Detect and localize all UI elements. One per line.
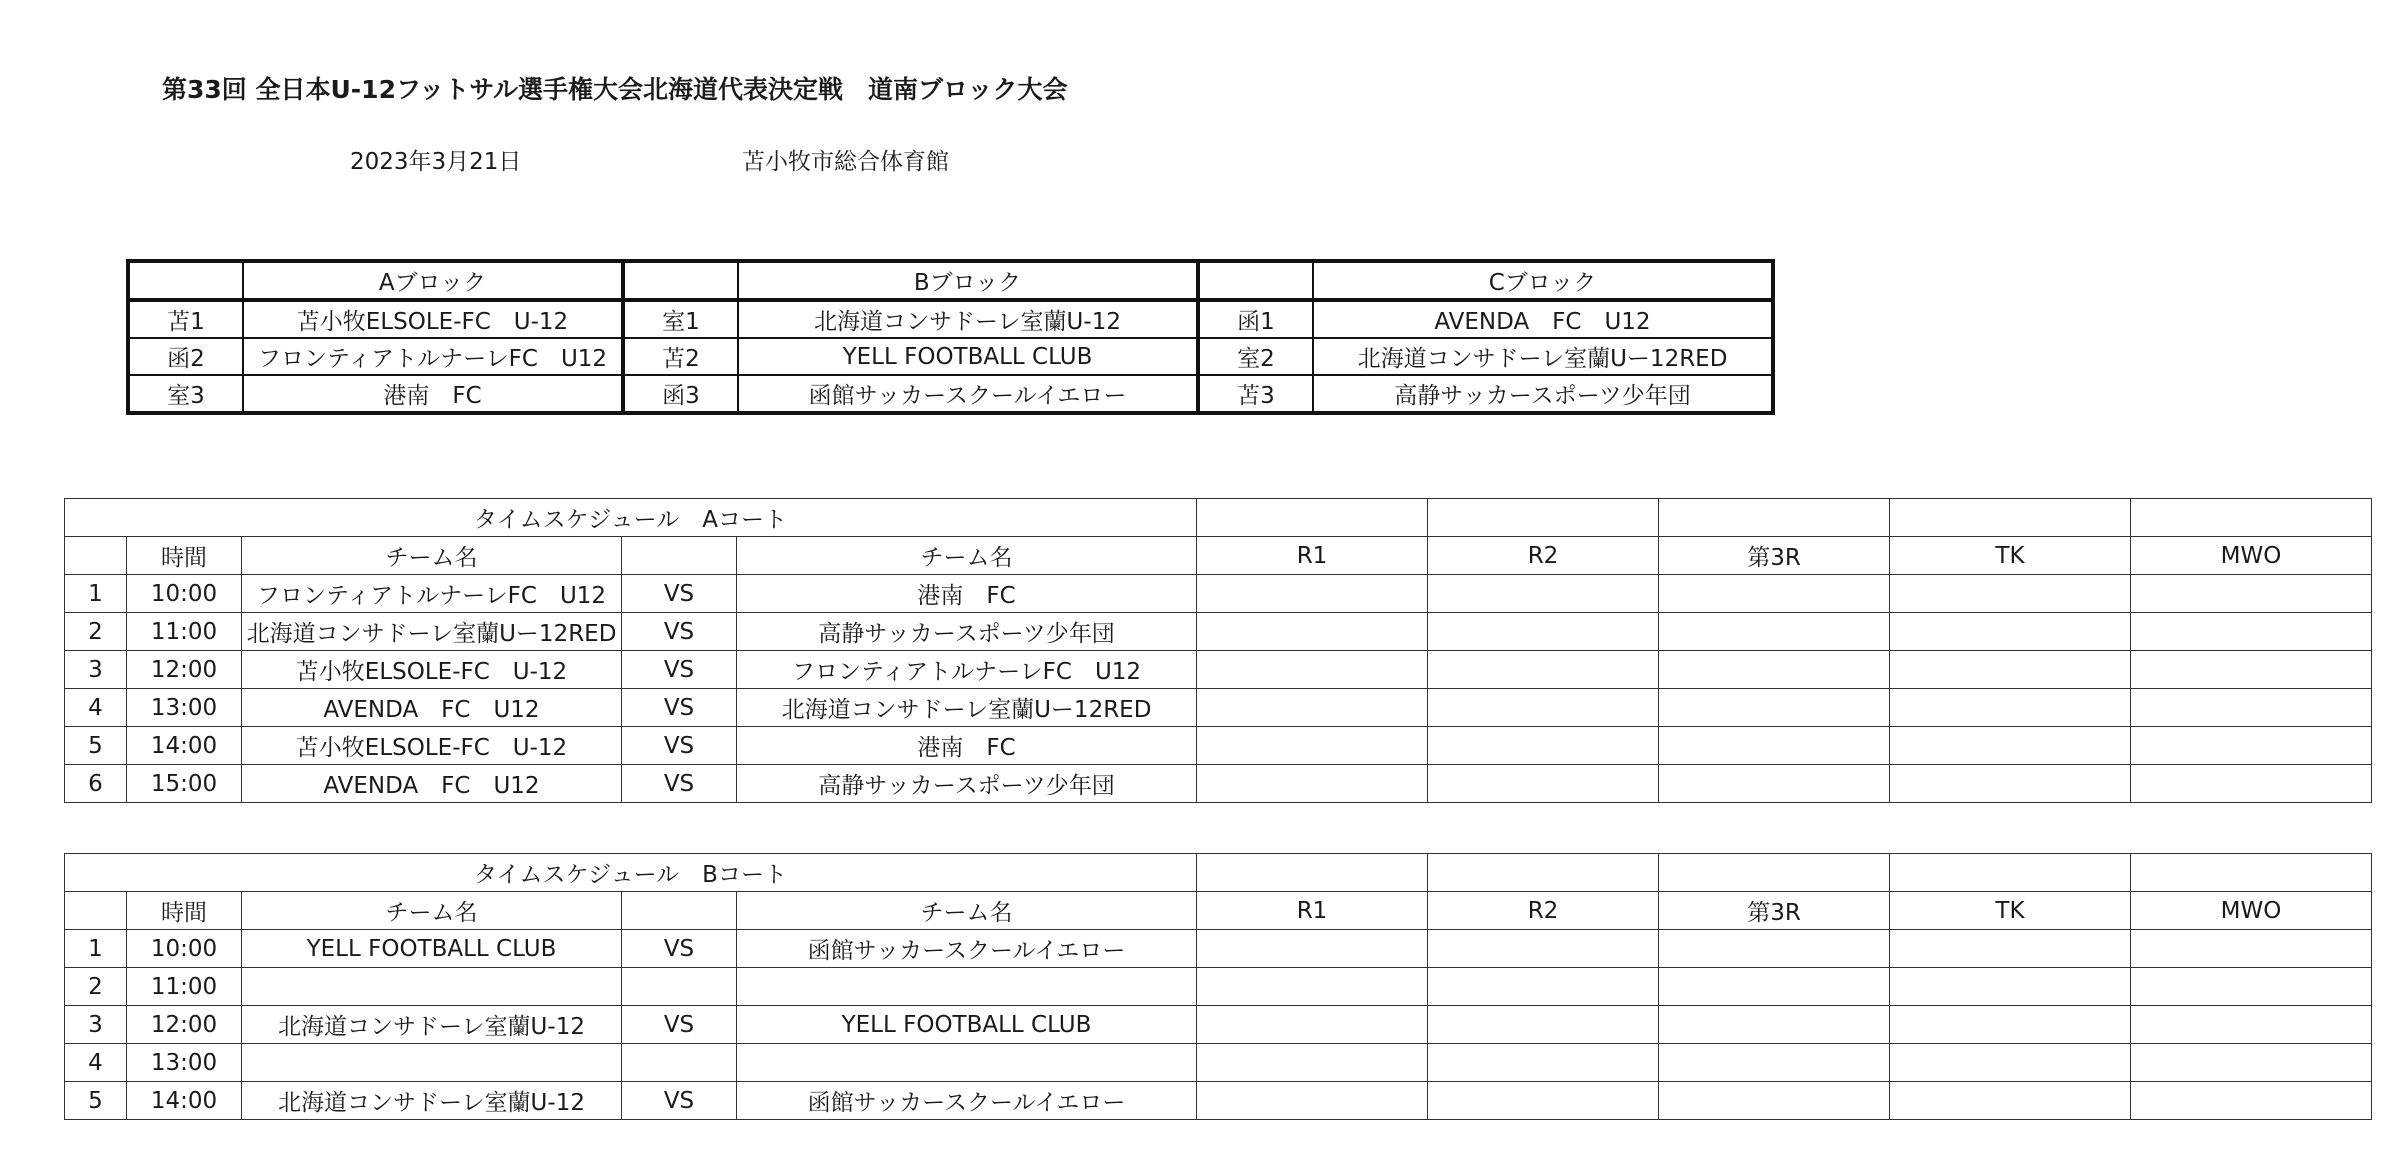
score-cell bbox=[2131, 968, 2372, 1006]
schedule-b-title: タイムスケジュール Bコート bbox=[65, 854, 1197, 892]
block-row bbox=[128, 300, 1773, 338]
score-cell bbox=[1659, 651, 1890, 689]
col-home-header: チーム名 bbox=[242, 537, 622, 575]
away-team: 高静サッカースポーツ少年団 bbox=[737, 613, 1197, 651]
score-cell bbox=[1659, 613, 1890, 651]
table-row bbox=[65, 1082, 2372, 1120]
col-away-header: チーム名 bbox=[737, 537, 1197, 575]
away-team: YELL FOOTBALL CLUB bbox=[737, 1006, 1197, 1044]
score-cell bbox=[1428, 854, 1659, 892]
block-table bbox=[126, 259, 1775, 415]
score-cell bbox=[1428, 499, 1659, 537]
match-no: 3 bbox=[65, 1006, 127, 1044]
col-r2-header: R2 bbox=[1428, 892, 1659, 930]
match-time: 11:00 bbox=[127, 613, 242, 651]
score-cell bbox=[1659, 1006, 1890, 1044]
away-team: 高静サッカースポーツ少年団 bbox=[737, 765, 1197, 803]
block-team: 苫小牧ELSOLE-FC U-12 bbox=[243, 300, 623, 338]
table-row bbox=[65, 651, 2372, 689]
score-cell bbox=[1428, 1044, 1659, 1082]
table-row bbox=[65, 930, 2372, 968]
score-cell bbox=[1197, 968, 1428, 1006]
col-tk-header: TK bbox=[1890, 537, 2131, 575]
vs-label: VS bbox=[622, 689, 737, 727]
col-home-header: チーム名 bbox=[242, 892, 622, 930]
block-team: 北海道コンサドーレ室蘭Uー12RED bbox=[1313, 338, 1773, 375]
schedule-a-header-row bbox=[65, 537, 2372, 575]
score-cell bbox=[1428, 613, 1659, 651]
table-row bbox=[65, 1006, 2372, 1044]
score-cell bbox=[1890, 968, 2131, 1006]
schedule-a-table bbox=[64, 498, 2372, 803]
block-row bbox=[128, 338, 1773, 375]
vs-label: VS bbox=[622, 930, 737, 968]
col-r1-header: R1 bbox=[1197, 892, 1428, 930]
score-cell bbox=[1197, 689, 1428, 727]
block-code: 室2 bbox=[1198, 338, 1313, 375]
match-no: 2 bbox=[65, 968, 127, 1006]
vs-label: VS bbox=[622, 727, 737, 765]
col-away-header: チーム名 bbox=[737, 892, 1197, 930]
score-cell bbox=[1428, 765, 1659, 803]
match-no: 5 bbox=[65, 1082, 127, 1120]
score-cell bbox=[1197, 613, 1428, 651]
home-team: 苫小牧ELSOLE-FC U-12 bbox=[242, 727, 622, 765]
col-vs-header bbox=[622, 892, 737, 930]
match-no: 6 bbox=[65, 765, 127, 803]
score-cell bbox=[1428, 968, 1659, 1006]
score-cell bbox=[1659, 499, 1890, 537]
away-team: 港南 FC bbox=[737, 727, 1197, 765]
score-cell bbox=[1197, 1044, 1428, 1082]
schedule-b-table bbox=[64, 853, 2372, 1120]
col-r2-header: R2 bbox=[1428, 537, 1659, 575]
schedule-a-title-row bbox=[65, 499, 2372, 537]
block-code-header-a bbox=[128, 261, 243, 300]
block-code-header-b bbox=[623, 261, 738, 300]
score-cell bbox=[2131, 1082, 2372, 1120]
score-cell bbox=[1659, 1082, 1890, 1120]
block-code: 函2 bbox=[128, 338, 243, 375]
vs-label: VS bbox=[622, 1082, 737, 1120]
match-no: 5 bbox=[65, 727, 127, 765]
score-cell bbox=[1890, 765, 2131, 803]
block-team: 港南 FC bbox=[243, 375, 623, 413]
block-code: 苫2 bbox=[623, 338, 738, 375]
score-cell bbox=[1197, 499, 1428, 537]
col-time-header: 時間 bbox=[127, 892, 242, 930]
score-cell bbox=[1197, 575, 1428, 613]
home-team: 北海道コンサドーレ室蘭U-12 bbox=[242, 1006, 622, 1044]
block-team: 高静サッカースポーツ少年団 bbox=[1313, 375, 1773, 413]
col-r3-header: 第3R bbox=[1659, 892, 1890, 930]
table-row bbox=[65, 613, 2372, 651]
match-no: 1 bbox=[65, 575, 127, 613]
score-cell bbox=[2131, 854, 2372, 892]
col-mwo-header: MWO bbox=[2131, 537, 2372, 575]
table-row bbox=[65, 727, 2372, 765]
vs-label: VS bbox=[622, 575, 737, 613]
score-cell bbox=[1659, 575, 1890, 613]
table-row bbox=[65, 1044, 2372, 1082]
score-cell bbox=[1890, 499, 2131, 537]
home-team: 苫小牧ELSOLE-FC U-12 bbox=[242, 651, 622, 689]
block-team: AVENDA FC U12 bbox=[1313, 300, 1773, 338]
score-cell bbox=[1428, 651, 1659, 689]
match-time: 14:00 bbox=[127, 1082, 242, 1120]
score-cell bbox=[1659, 854, 1890, 892]
vs-label: VS bbox=[622, 651, 737, 689]
score-cell bbox=[1890, 1006, 2131, 1044]
block-code: 室1 bbox=[623, 300, 738, 338]
match-time: 10:00 bbox=[127, 930, 242, 968]
vs-label bbox=[622, 1044, 737, 1082]
match-time: 14:00 bbox=[127, 727, 242, 765]
score-cell bbox=[1428, 1006, 1659, 1044]
score-cell bbox=[1890, 1082, 2131, 1120]
block-row bbox=[128, 375, 1773, 413]
score-cell bbox=[2131, 1044, 2372, 1082]
block-code: 苫3 bbox=[1198, 375, 1313, 413]
col-time-header: 時間 bbox=[127, 537, 242, 575]
score-cell bbox=[1890, 689, 2131, 727]
block-team: 北海道コンサドーレ室蘭U-12 bbox=[738, 300, 1198, 338]
score-cell bbox=[1197, 854, 1428, 892]
home-team: YELL FOOTBALL CLUB bbox=[242, 930, 622, 968]
vs-label: VS bbox=[622, 1006, 737, 1044]
away-team bbox=[737, 1044, 1197, 1082]
match-no: 4 bbox=[65, 1044, 127, 1082]
score-cell bbox=[1197, 765, 1428, 803]
score-cell bbox=[1890, 575, 2131, 613]
schedule-b-header-row bbox=[65, 892, 2372, 930]
score-cell bbox=[2131, 765, 2372, 803]
score-cell bbox=[1197, 1082, 1428, 1120]
score-cell bbox=[1659, 689, 1890, 727]
col-no-header bbox=[65, 892, 127, 930]
block-code: 函1 bbox=[1198, 300, 1313, 338]
event-date: 2023年3月21日 bbox=[350, 149, 522, 175]
home-team: 北海道コンサドーレ室蘭U-12 bbox=[242, 1082, 622, 1120]
match-time: 12:00 bbox=[127, 651, 242, 689]
score-cell bbox=[1428, 575, 1659, 613]
score-cell bbox=[1197, 930, 1428, 968]
block-code-header-c bbox=[1198, 261, 1313, 300]
score-cell bbox=[1890, 930, 2131, 968]
match-time: 13:00 bbox=[127, 689, 242, 727]
home-team: AVENDA FC U12 bbox=[242, 765, 622, 803]
block-code: 函3 bbox=[623, 375, 738, 413]
block-c-header: Cブロック bbox=[1313, 261, 1773, 300]
score-cell bbox=[1197, 651, 1428, 689]
event-venue: 苫小牧市総合体育館 bbox=[742, 149, 949, 175]
col-no-header bbox=[65, 537, 127, 575]
block-b-header: Bブロック bbox=[738, 261, 1198, 300]
block-code: 室3 bbox=[128, 375, 243, 413]
col-mwo-header: MWO bbox=[2131, 892, 2372, 930]
score-cell bbox=[2131, 930, 2372, 968]
score-cell bbox=[1428, 727, 1659, 765]
score-cell bbox=[1659, 727, 1890, 765]
score-cell bbox=[2131, 727, 2372, 765]
table-row bbox=[65, 765, 2372, 803]
schedule-a-title: タイムスケジュール Aコート bbox=[65, 499, 1197, 537]
col-vs-header bbox=[622, 537, 737, 575]
block-team: YELL FOOTBALL CLUB bbox=[738, 338, 1198, 375]
table-row bbox=[65, 968, 2372, 1006]
match-time: 10:00 bbox=[127, 575, 242, 613]
page-title: 第33回 全日本U-12フットサル選手権大会北海道代表決定戦 道南ブロック大会 bbox=[162, 75, 1068, 104]
vs-label bbox=[622, 968, 737, 1006]
score-cell bbox=[1890, 1044, 2131, 1082]
score-cell bbox=[1659, 930, 1890, 968]
score-cell bbox=[1890, 854, 2131, 892]
score-cell bbox=[1428, 689, 1659, 727]
block-team: フロンティアトルナーレFC U12 bbox=[243, 338, 623, 375]
home-team bbox=[242, 968, 622, 1006]
home-team: AVENDA FC U12 bbox=[242, 689, 622, 727]
score-cell bbox=[2131, 575, 2372, 613]
block-team: 函館サッカースクールイエロー bbox=[738, 375, 1198, 413]
score-cell bbox=[2131, 613, 2372, 651]
score-cell bbox=[1890, 651, 2131, 689]
vs-label: VS bbox=[622, 765, 737, 803]
table-row bbox=[65, 689, 2372, 727]
score-cell bbox=[1428, 1082, 1659, 1120]
col-tk-header: TK bbox=[1890, 892, 2131, 930]
match-no: 4 bbox=[65, 689, 127, 727]
home-team: フロンティアトルナーレFC U12 bbox=[242, 575, 622, 613]
block-header-row bbox=[128, 261, 1773, 300]
score-cell bbox=[2131, 499, 2372, 537]
table-row bbox=[65, 575, 2372, 613]
home-team: 北海道コンサドーレ室蘭Uー12RED bbox=[242, 613, 622, 651]
vs-label: VS bbox=[622, 613, 737, 651]
match-no: 3 bbox=[65, 651, 127, 689]
home-team bbox=[242, 1044, 622, 1082]
score-cell bbox=[1197, 1006, 1428, 1044]
match-no: 1 bbox=[65, 930, 127, 968]
away-team: フロンティアトルナーレFC U12 bbox=[737, 651, 1197, 689]
score-cell bbox=[1659, 968, 1890, 1006]
score-cell bbox=[2131, 689, 2372, 727]
score-cell bbox=[1659, 765, 1890, 803]
col-r1-header: R1 bbox=[1197, 537, 1428, 575]
away-team: 北海道コンサドーレ室蘭Uー12RED bbox=[737, 689, 1197, 727]
match-no: 2 bbox=[65, 613, 127, 651]
match-time: 15:00 bbox=[127, 765, 242, 803]
match-time: 13:00 bbox=[127, 1044, 242, 1082]
score-cell bbox=[1890, 727, 2131, 765]
away-team: 港南 FC bbox=[737, 575, 1197, 613]
away-team: 函館サッカースクールイエロー bbox=[737, 1082, 1197, 1120]
score-cell bbox=[1197, 727, 1428, 765]
block-a-header: Aブロック bbox=[243, 261, 623, 300]
score-cell bbox=[1890, 613, 2131, 651]
away-team bbox=[737, 968, 1197, 1006]
score-cell bbox=[2131, 651, 2372, 689]
score-cell bbox=[1659, 1044, 1890, 1082]
score-cell bbox=[1428, 930, 1659, 968]
match-time: 11:00 bbox=[127, 968, 242, 1006]
block-code: 苫1 bbox=[128, 300, 243, 338]
col-r3-header: 第3R bbox=[1659, 537, 1890, 575]
score-cell bbox=[2131, 1006, 2372, 1044]
schedule-b-title-row bbox=[65, 854, 2372, 892]
match-time: 12:00 bbox=[127, 1006, 242, 1044]
away-team: 函館サッカースクールイエロー bbox=[737, 930, 1197, 968]
